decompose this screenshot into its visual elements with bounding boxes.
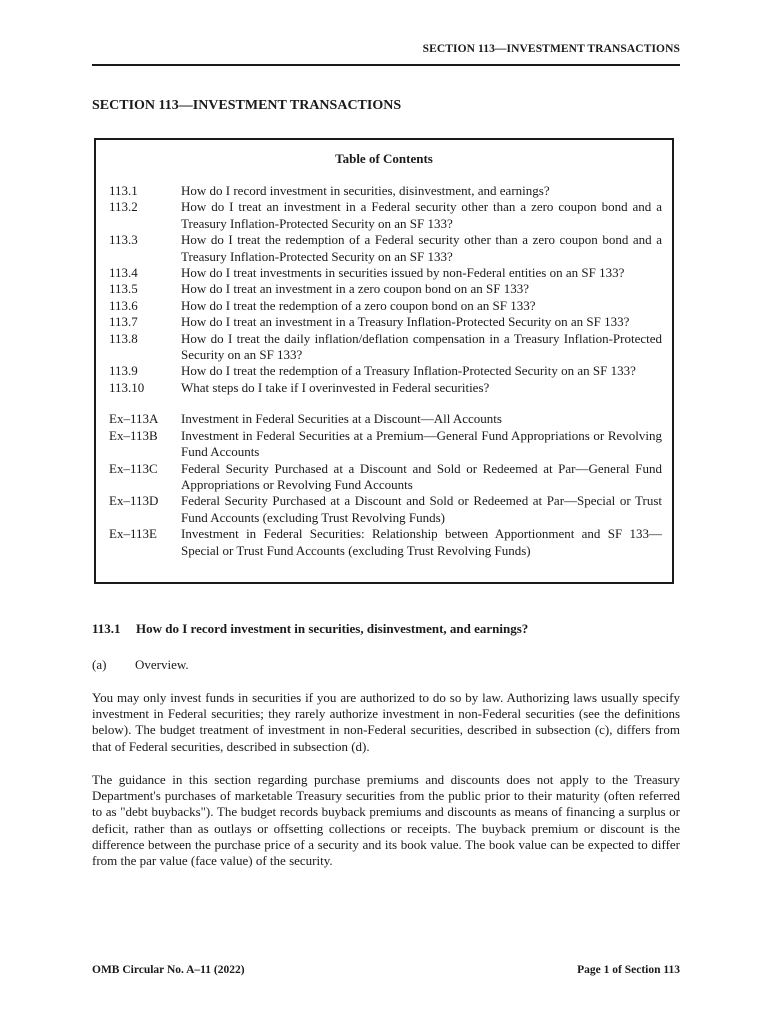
toc-item-text: How do I treat an investment in a Federal security other than a zero coupon bond and a Treasury Inflation-Protected Security on an SF 133? [181, 199, 662, 231]
table-of-contents [94, 138, 674, 584]
toc-item-text: How do I treat the redemption of a Treasury Inflation-Protected Security on an SF 133? [181, 363, 636, 379]
toc-item[interactable] [109, 183, 662, 199]
toc-heading: Table of Contents [335, 151, 433, 166]
header-rule [92, 64, 680, 66]
toc-item-text: How do I treat an investment in a Treasury Inflation-Protected Security on an SF 133? [181, 314, 630, 330]
toc-exhibit-number: Ex–113C [109, 460, 158, 476]
footer-page-number: Page 1 of Section 113 [577, 964, 680, 976]
toc-item-number: 113.2 [109, 199, 138, 215]
toc-exhibit[interactable] [109, 526, 662, 559]
subsection-title: How do I record investment in securities, disinvestment, and earnings? [136, 621, 529, 636]
toc-exhibit-text: Federal Security Purchased at a Discount and Sold or Redeemed at Par—Special or Trust Fund Accounts (excluding Trust Revolving Funds) [181, 493, 662, 525]
toc-item-text: How do I treat the redemption of a Federal security other than a zero coupon bond and a Treasury Inflation-Protected Security on an SF 133? [181, 232, 662, 264]
paragraph-label [92, 657, 189, 673]
toc-item[interactable] [109, 331, 662, 364]
body-paragraph: You may only invest funds in securities if you are authorized to do so by law. Authorizing laws usually specify investment in Federal securities; they rarely authorize investment in non-Federal securities (see the definitions below). The budget treatment of investment in non-Federal securities, described in subsection (c), differs from that of Federal securities, described in subsection (d). [92, 690, 680, 754]
toc-exhibit-text: Investment in Federal Securities: Relationship between Apportionment and SF 133—Special or Trust Fund Accounts (excluding Trust Revolving Funds) [181, 526, 662, 558]
toc-item-number: 113.9 [109, 363, 138, 379]
toc-item-number: 113.10 [109, 379, 145, 395]
toc-item-text: How do I record investment in securities, disinvestment, and earnings? [181, 183, 550, 198]
toc-exhibit[interactable] [109, 461, 662, 494]
toc-exhibit-text: Federal Security Purchased at a Discount and Sold or Redeemed at Par—General Fund Appropriations or Revolving Fund Accounts [181, 460, 662, 492]
toc-item-number: 113.6 [109, 297, 138, 313]
toc-item-number: 113.1 [109, 183, 138, 198]
section-title: SECTION 113—INVESTMENT TRANSACTIONS [92, 98, 402, 113]
toc-exhibit-text: Investment in Federal Securities at a Premium—General Fund Appropriations or Revolving Fund Accounts [181, 427, 662, 460]
toc-item-number: 113.8 [109, 330, 138, 346]
body-paragraph: The guidance in this section regarding purchase premiums and discounts does not apply to the Treasury Department's purchases of marketable Treasury securities from the public prior to their maturity (often referred to as "debt buybacks"). The budget records buyback premiums and discounts as means of financing a surplus or deficit, rather than as outlays or offsetting collections or receipts. The buyback premium or discount is the difference between the purchase price of a security and its book value. The book value can be expected to differ from the par value (face value) of the security. [92, 772, 680, 869]
toc-item-number: 113.3 [109, 232, 138, 248]
toc-item-number: 113.5 [109, 281, 138, 297]
paragraph-letter: (a) [92, 657, 107, 672]
footer-circular: OMB Circular No. A–11 (2022) [92, 964, 245, 976]
toc-exhibit-number: Ex–113B [109, 427, 158, 443]
toc-spacer [109, 396, 662, 411]
toc-item-text: What steps do I take if I overinvested in Federal securities? [181, 379, 490, 395]
toc-exhibit[interactable] [109, 428, 662, 461]
toc-item-number: 113.4 [109, 265, 138, 281]
toc-item[interactable] [109, 199, 662, 232]
toc-exhibit-text: Investment in Federal Securities at a Discount—All Accounts [181, 411, 502, 427]
subsection-heading [92, 621, 528, 637]
toc-item-text: How do I treat investments in securities issued by non-Federal entities on an SF 133? [181, 265, 625, 281]
paragraph-label-text: Overview. [135, 657, 189, 672]
toc-exhibit-number: Ex–113E [109, 526, 157, 542]
toc-exhibit[interactable] [109, 493, 662, 526]
toc-exhibit-number: Ex–113D [109, 493, 159, 509]
toc-item[interactable] [109, 265, 662, 281]
toc-item-text: How do I treat an investment in a zero coupon bond on an SF 133? [181, 281, 530, 297]
toc-exhibit-number: Ex–113A [109, 411, 159, 427]
toc-item[interactable] [109, 298, 662, 314]
toc-item[interactable] [109, 314, 662, 330]
toc-item[interactable] [109, 380, 662, 396]
toc-exhibit[interactable] [109, 411, 662, 427]
toc-item[interactable] [109, 232, 662, 265]
toc-item[interactable] [109, 363, 662, 379]
toc-item-text: How do I treat the redemption of a zero coupon bond on an SF 133? [181, 297, 536, 313]
toc-list [109, 183, 662, 559]
subsection-number: 113.1 [92, 621, 121, 636]
toc-item[interactable] [109, 281, 662, 297]
toc-item-text: How do I treat the daily inflation/deflation compensation in a Treasury Inflation-Protected Security on an SF 133? [181, 330, 662, 363]
toc-item-number: 113.7 [109, 314, 138, 330]
running-header: SECTION 113—INVESTMENT TRANSACTIONS [422, 43, 680, 55]
